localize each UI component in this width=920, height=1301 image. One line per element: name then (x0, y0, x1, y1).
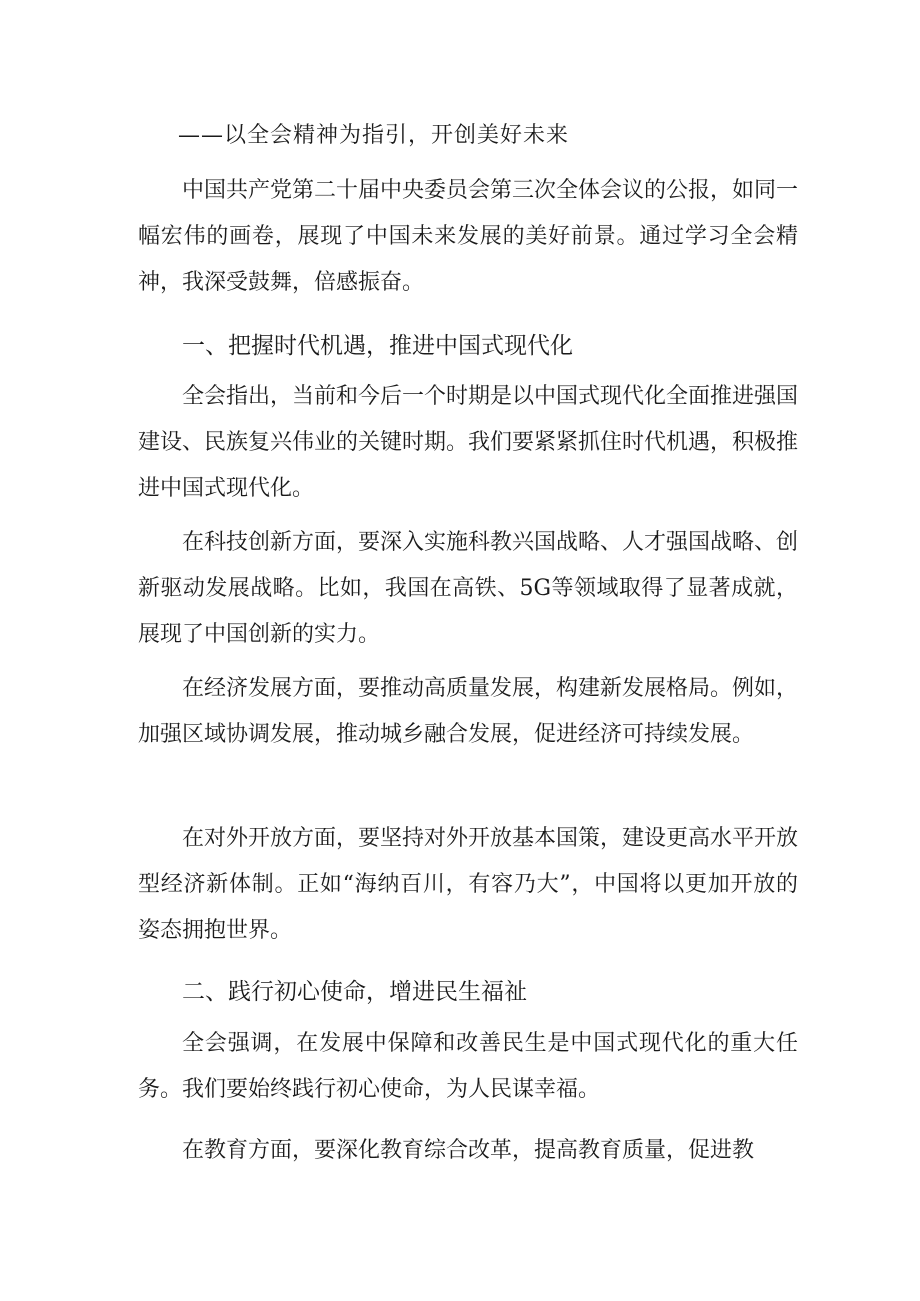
section-1-paragraph-2: 在科技创新方面，要深入实施科教兴国战略、人才强国战略、创新驱动发展战略。比如，我国在高铁、5G等领域取得了显著成就，展现了中国创新的实力。 (138, 530, 799, 647)
document-subtitle: ——以全会精神为指引，开创美好未来 (178, 123, 570, 148)
section-1-paragraph-3: 在经济发展方面，要推动高质量发展，构建新发展格局。例如，加强区域协调发展，推动城乡融合发展，促进经济可持续发展。 (138, 676, 799, 747)
section-1-paragraph-1: 全会指出，当前和今后一个时期是以中国式现代化全面推进强国建设、民族复兴伟业的关键时期。我们要紧紧抓住时代机遇，积极推进中国式现代化。 (138, 384, 799, 501)
section-2-paragraph-2: 在教育方面，要深化教育综合改革，提高教育质量，促进教 (182, 1138, 755, 1163)
section-1-paragraph-4: 在对外开放方面，要坚持对外开放基本国策，建设更高水平开放型经济新体制。正如“海纳百川，有容乃大”，中国将以更加开放的姿态拥抱世界。 (138, 826, 799, 943)
intro-paragraph: 中国共产党第二十届中央委员会第三次全体会议的公报，如同一幅宏伟的画卷，展现了中国未来发展的美好前景。通过学习全会精神，我深受鼓舞，倍感振奋。 (138, 178, 799, 295)
section-1-heading: 一、把握时代机遇，推进中国式现代化 (182, 333, 573, 359)
section-2-paragraph-1: 全会强调，在发展中保障和改善民生是中国式现代化的重大任务。我们要始终践行初心使命，为人民谋幸福。 (138, 1031, 798, 1102)
section-2-heading: 二、践行初心使命，增进民生福祉 (182, 979, 527, 1005)
